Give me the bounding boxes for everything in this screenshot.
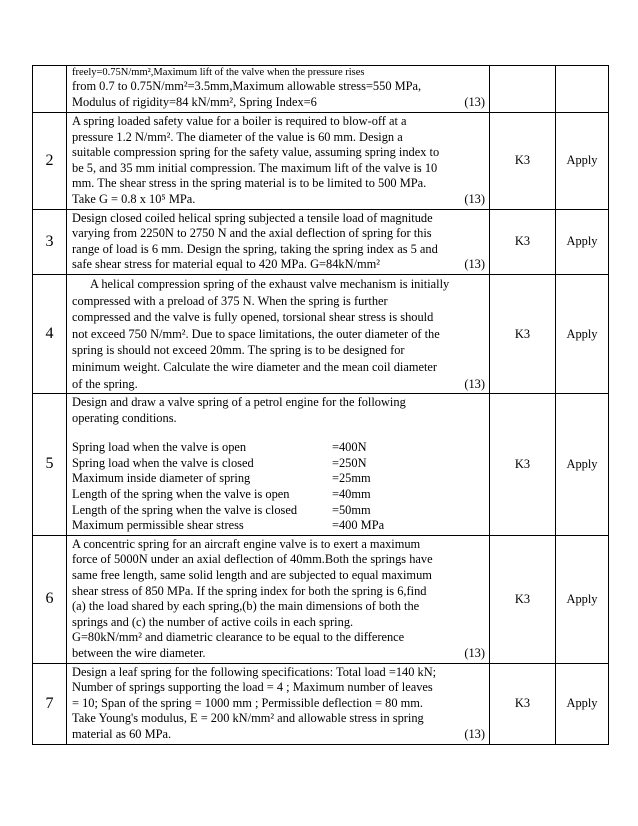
question-text <box>67 394 490 536</box>
bloom-verb: Apply <box>556 663 609 744</box>
question-line: Take G = 0.8 x 10⁵ MPa. <box>72 191 196 206</box>
spec-label: Maximum inside diameter of spring <box>72 471 251 486</box>
question-line: compressed and the valve is fully opened, torsional shear stress is should <box>72 310 434 325</box>
question-line: Design closed coiled helical spring subjected a tensile load of magnitude <box>72 210 433 225</box>
question-line: freely=0.75N/mm²,Maximum lift of the valve when the pressure rises <box>72 67 365 79</box>
question-line: of the spring. <box>72 376 138 391</box>
question-line: (a) the load shared by each spring,(b) the main dimensions of both the <box>72 599 420 614</box>
knowledge-level: K3 <box>490 394 556 536</box>
question-number: 2 <box>33 113 67 210</box>
bloom-verb <box>556 66 609 113</box>
question-line: not exceed 750 N/mm². Due to space limitations, the outer diameter of the <box>72 326 440 341</box>
question-text <box>67 209 490 274</box>
bloom-verb: Apply <box>556 274 609 393</box>
table-row <box>33 274 609 393</box>
question-table <box>32 65 609 745</box>
question-line: safe shear stress for material equal to 420 MPa. G=84kN/mm² <box>72 257 381 272</box>
question-number <box>33 66 67 113</box>
question-line: varying from 2250N to 2750 N and the axial deflection of spring for this <box>72 226 432 241</box>
question-line: minimum weight. Calculate the wire diameter and the mean coil diameter <box>72 359 438 374</box>
question-text <box>67 113 490 210</box>
question-line: Design and draw a valve spring of a petrol engine for the following <box>72 395 406 410</box>
question-text <box>67 274 490 393</box>
question-number: 7 <box>33 663 67 744</box>
marks-label: (13) <box>464 95 485 109</box>
question-line: compressed with a preload of 375 N. When the spring is further <box>72 293 388 308</box>
question-line: operating conditions. <box>72 410 177 425</box>
question-line: be 5, and 35 mm initial compression. The maximum lift of the valve is 10 <box>72 160 438 175</box>
question-line: Take Young's modulus, E = 200 kN/mm² and allowable stress in spring <box>72 711 424 726</box>
question-number: 6 <box>33 535 67 663</box>
knowledge-level: K3 <box>490 535 556 663</box>
question-line: Number of springs supporting the load = 4 ; Maximum number of leaves <box>72 680 433 695</box>
question-line: between the wire diameter. <box>72 646 206 660</box>
question-line: G=80kN/mm² and diametric clearance to be equal to the difference <box>72 630 405 645</box>
spec-value: =40mm <box>332 487 371 502</box>
spec-row <box>72 471 485 487</box>
bloom-verb: Apply <box>556 535 609 663</box>
marks-label: (13) <box>464 257 485 272</box>
question-line: range of load is 6 mm. Design the spring, taking the spring index as 5 and <box>72 241 438 256</box>
spec-row <box>72 518 485 534</box>
knowledge-level: K3 <box>490 663 556 744</box>
question-line: same free length, same solid length and are subjected to equal maximum <box>72 568 432 583</box>
table-row <box>33 209 609 274</box>
question-text <box>67 535 490 663</box>
knowledge-level: K3 <box>490 274 556 393</box>
spec-value: =250N <box>332 455 367 470</box>
bloom-verb: Apply <box>556 394 609 536</box>
spec-value: =50mm <box>332 502 371 517</box>
spec-label: Spring load when the valve is open <box>72 440 247 455</box>
question-line: pressure 1.2 N/mm². The diameter of the value is 60 mm. Design a <box>72 129 403 144</box>
question-line: Design a leaf spring for the following specifications: Total load =140 kN; <box>72 664 437 679</box>
spec-label: Spring load when the valve is closed <box>72 455 254 470</box>
question-line: springs and (c) the number of active coils in each spring. <box>72 614 354 629</box>
table-row <box>33 66 609 113</box>
question-line: suitable compression spring for the safety value, assuming spring index to <box>72 145 440 160</box>
marks-label: (13) <box>464 726 485 741</box>
question-line: spring is should not exceed 20mm. The spring is to be designed for <box>72 343 405 358</box>
question-line: shear stress of 850 MPa. If the spring index for both the spring is 6,find <box>72 583 427 598</box>
question-line: Modulus of rigidity=84 kN/mm², Spring Index=6 <box>72 95 317 109</box>
spec-value: =25mm <box>332 471 371 486</box>
spec-row <box>72 456 485 472</box>
question-line: A spring loaded safety value for a boiler is required to blow-off at a <box>72 114 407 128</box>
bloom-verb: Apply <box>556 113 609 210</box>
table-row <box>33 535 609 663</box>
knowledge-level: K3 <box>490 209 556 274</box>
spec-value: =400 MPa <box>332 518 385 533</box>
knowledge-level: K3 <box>490 113 556 210</box>
question-line: from 0.7 to 0.75N/mm²=3.5mm,Maximum allowable stress=550 MPa, <box>72 79 422 94</box>
question-number: 5 <box>33 394 67 536</box>
spec-label: Maximum permissible shear stress <box>72 518 244 533</box>
question-line: force of 5000N under an axial deflection of 40mm.Both the springs have <box>72 552 433 567</box>
spec-label: Length of the spring when the valve is closed <box>72 502 298 517</box>
question-line: material as 60 MPa. <box>72 726 172 741</box>
question-number: 3 <box>33 209 67 274</box>
question-text <box>67 66 490 113</box>
question-text <box>67 663 490 744</box>
table-row <box>33 394 609 536</box>
spec-row <box>72 440 485 456</box>
spec-label: Length of the spring when the valve is open <box>72 487 290 502</box>
question-line: A helical compression spring of the exhaust valve mechanism is initially <box>90 276 450 291</box>
knowledge-level <box>490 66 556 113</box>
marks-label: (13) <box>464 376 485 391</box>
question-line: A concentric spring for an aircraft engine valve is to exert a maximum <box>72 536 421 551</box>
marks-label: (13) <box>464 191 485 206</box>
bloom-verb: Apply <box>556 209 609 274</box>
table-row <box>33 663 609 744</box>
question-line: mm. The shear stress in the spring material is to be limited to 500 MPa. <box>72 176 427 191</box>
spec-value: =400N <box>332 440 367 455</box>
spec-row <box>72 487 485 503</box>
spec-row <box>72 503 485 519</box>
table-row <box>33 113 609 210</box>
question-number: 4 <box>33 274 67 393</box>
question-line: = 10; Span of the spring = 1000 mm ; Permissible deflection = 80 mm. <box>72 695 424 710</box>
marks-label: (13) <box>464 646 485 660</box>
